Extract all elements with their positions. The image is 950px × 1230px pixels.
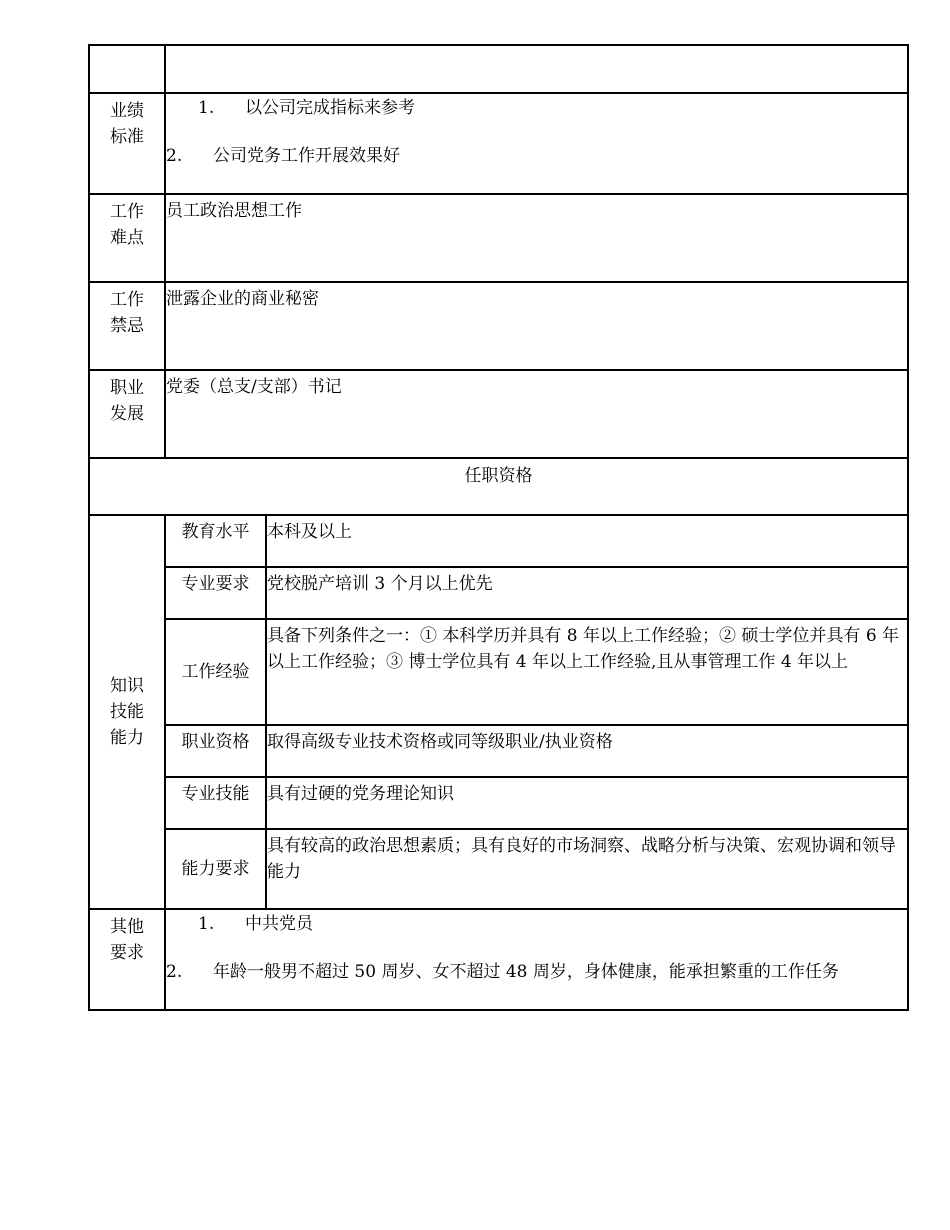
qualification-value: 具有过硬的党务理论知识 (266, 777, 908, 829)
qualification-value: 党校脱产培训 3 个月以上优先 (266, 567, 908, 619)
qualification-label: 专业技能 (165, 777, 266, 829)
difficulty-content: 员工政治思想工作 (165, 194, 908, 282)
difficulty-row (89, 194, 908, 282)
empty-header-row (89, 45, 908, 93)
qualification-label: 职业资格 (165, 725, 266, 777)
qualifications-title-row (89, 458, 908, 515)
list-item: 1. 以公司完成指标来参考 (198, 98, 415, 118)
performance-row (89, 93, 908, 194)
career-label: 职业 发展 (89, 370, 165, 458)
job-description-table (88, 44, 909, 1011)
career-row (89, 370, 908, 458)
qualification-value: 具备下列条件之一：① 本科学历并具有 8 年以上工作经验；② 硕士学位并具有 6 年以上工作经验；③ 博士学位具有 4 年以上工作经验,且从事管理工作 4 年以上 (266, 619, 908, 725)
list-item: 2. 公司党务工作开展效果好 (166, 146, 400, 166)
other-label: 其他 要求 (89, 909, 165, 1010)
qualification-row (89, 515, 908, 567)
difficulty-label: 工作 难点 (89, 194, 165, 282)
qualification-row (89, 567, 908, 619)
qualification-label: 能力要求 (165, 829, 266, 909)
qualification-row (89, 829, 908, 909)
performance-label: 业绩 标准 (89, 93, 165, 194)
section-title: 任职资格 (89, 458, 908, 515)
qualifications-group-label: 知识 技能 能力 (89, 515, 165, 909)
qualification-label: 教育水平 (165, 515, 266, 567)
qualification-label: 工作经验 (165, 619, 266, 725)
other-content (165, 909, 908, 1010)
empty-cell (89, 45, 165, 93)
performance-content (165, 93, 908, 194)
qualification-row (89, 725, 908, 777)
taboo-row (89, 282, 908, 370)
taboo-label: 工作 禁忌 (89, 282, 165, 370)
qualification-row (89, 777, 908, 829)
list-item: 1. 中共党员 (198, 914, 313, 934)
qualification-label: 专业要求 (165, 567, 266, 619)
list-item: 2. 年龄一般男不超过 50 周岁、女不超过 48 周岁，身体健康，能承担繁重的工作任务 (166, 962, 839, 982)
career-content: 党委（总支/支部）书记 (165, 370, 908, 458)
empty-cell (165, 45, 908, 93)
taboo-content: 泄露企业的商业秘密 (165, 282, 908, 370)
qualification-value: 取得高级专业技术资格或同等级职业/执业资格 (266, 725, 908, 777)
qualification-row (89, 619, 908, 725)
qualification-value: 具有较高的政治思想素质；具有良好的市场洞察、战略分析与决策、宏观协调和领导能力 (266, 829, 908, 909)
other-row (89, 909, 908, 1010)
qualification-value: 本科及以上 (266, 515, 908, 567)
